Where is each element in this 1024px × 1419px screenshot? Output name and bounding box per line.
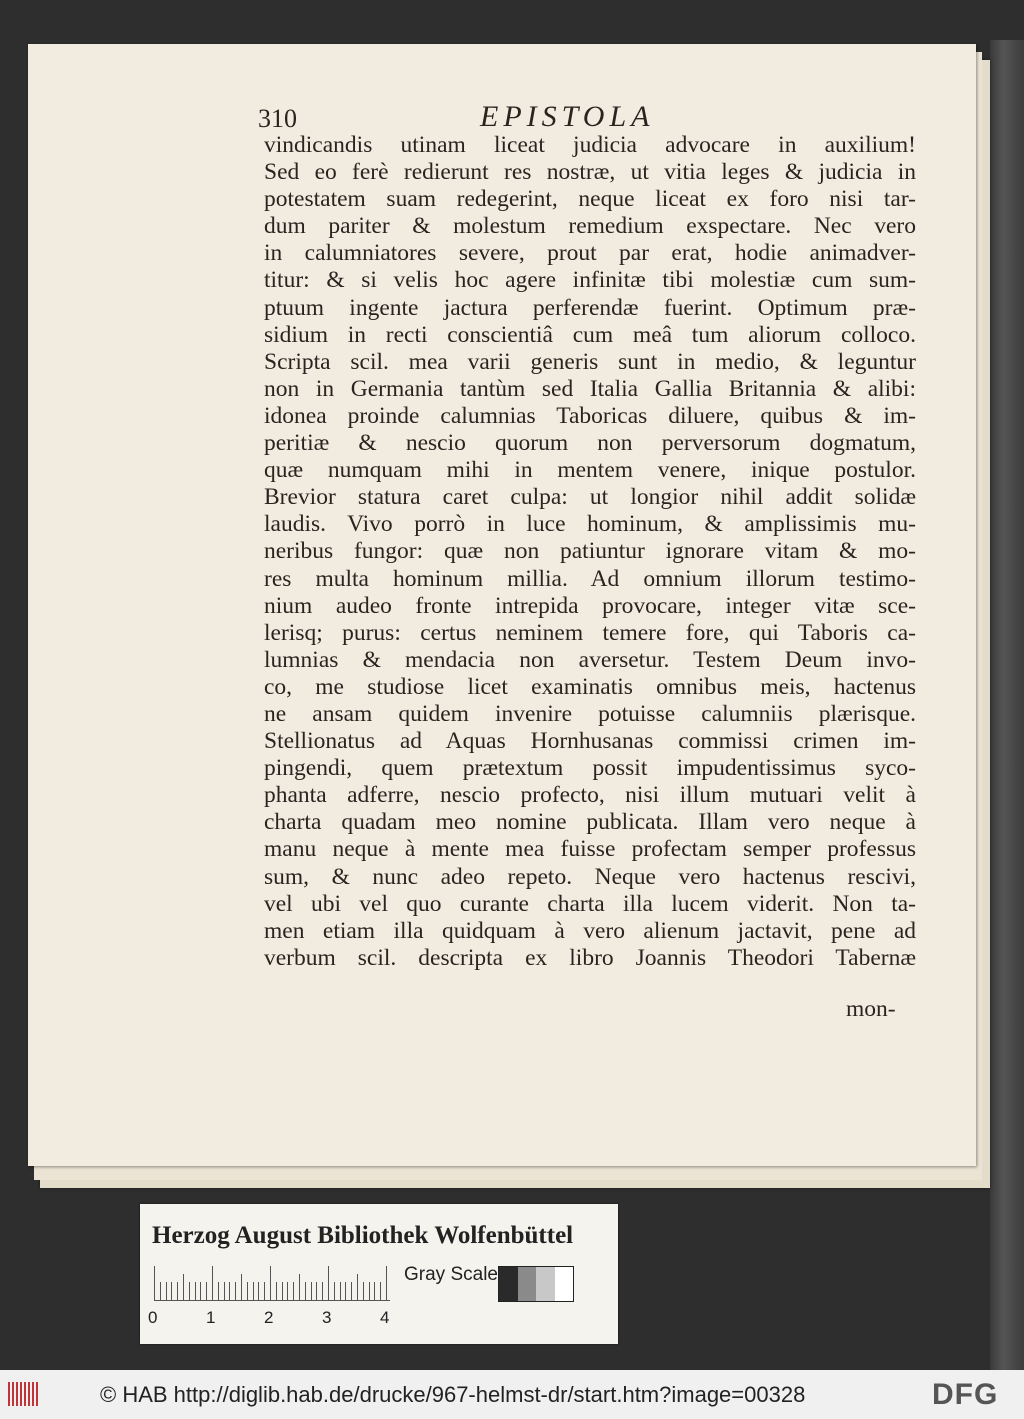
ruler-numbers: [148, 1308, 408, 1328]
gray-swatch: [536, 1267, 555, 1301]
page-header: [258, 100, 698, 136]
ruler-number: 0: [148, 1308, 158, 1327]
ruler-tick: [311, 1282, 312, 1300]
ruler-tick: [206, 1282, 207, 1300]
ruler-tick: [212, 1266, 213, 1300]
ruler-tick: [177, 1282, 178, 1300]
gray-swatch: [499, 1267, 518, 1301]
ruler-tick: [160, 1282, 161, 1300]
footer-copyright-link[interactable]: © HAB http://diglib.hab.de/drucke/967-helmst-dr/start.htm?image=00328: [100, 1382, 806, 1407]
text-line: sidium in recti conscientiâ cum meâ tum aliorum colloco.: [264, 321, 916, 348]
ruler-tick: [264, 1282, 265, 1300]
ruler-tick: [363, 1282, 364, 1300]
text-line: phanta adferre, nescio profecto, nisi illum mutuari velit à: [264, 782, 916, 809]
ruler-tick: [287, 1282, 288, 1300]
ruler-tick: [316, 1282, 317, 1300]
text-line: peritiæ & nescio quorum non perversorum dogmatum,: [264, 430, 916, 457]
catchword: mon-: [846, 996, 896, 1022]
ruler-tick: [200, 1282, 201, 1300]
running-title: EPISTOLA: [480, 100, 655, 133]
ruler-tick: [340, 1282, 341, 1300]
ruler-tick: [322, 1282, 323, 1300]
ruler-tick: [345, 1282, 346, 1300]
text-line: co, me studiose licet examinatis omnibus meis, hactenus: [264, 673, 916, 700]
ruler-scale: [154, 1264, 390, 1301]
ruler-tick: [258, 1282, 259, 1300]
ruler-tick: [183, 1274, 184, 1300]
ruler-tick: [357, 1274, 358, 1300]
text-line: verbum scil. descripta ex libro Joannis Theodori Tabernæ: [264, 944, 916, 971]
ruler-number: 4: [380, 1308, 390, 1327]
ruler-tick: [328, 1266, 329, 1300]
ruler-tick: [154, 1266, 155, 1300]
text-line: non in Germania tantùm sed Italia Gallia Britannia & alibi:: [264, 375, 916, 402]
text-line: lumnias & mendacia non aversetur. Testem Deum invo-: [264, 646, 916, 673]
text-line: Scripta scil. mea varii generis sunt in medio, & leguntur: [264, 348, 916, 375]
ruler-tick: [189, 1282, 190, 1300]
ruler-number: 2: [264, 1308, 274, 1327]
gray-swatch: [518, 1267, 537, 1301]
ruler-tick: [380, 1282, 381, 1300]
text-line: Brevior statura caret culpa: ut longior nihil addit solidæ: [264, 484, 916, 511]
body-text: [264, 132, 916, 972]
ruler-tick: [224, 1282, 225, 1300]
ruler-tick: [241, 1274, 242, 1300]
library-color-card: [140, 1204, 618, 1344]
text-line: nium audeo fronte intrepida provocare, integer vitæ sce-: [264, 592, 916, 619]
ruler-number: 1: [206, 1308, 216, 1327]
text-line: dum pariter & molestum remedium exspectare. Nec vero: [264, 213, 916, 240]
text-line: charta quadam meo nomine publicata. Illam vero neque à: [264, 809, 916, 836]
text-line: men etiam illa quidquam à vero alienum jactavit, pene ad: [264, 917, 916, 944]
text-line: res multa hominum millia. Ad omnium illorum testimo-: [264, 565, 916, 592]
text-line: sum, & nunc adeo repeto. Neque vero hactenus rescivi,: [264, 863, 916, 890]
ruler-tick: [218, 1282, 219, 1300]
ruler-tick: [235, 1282, 236, 1300]
ruler-tick: [247, 1282, 248, 1300]
ruler-tick: [369, 1282, 370, 1300]
ruler-number: 3: [322, 1308, 332, 1327]
text-line: titur: & si velis hoc agere infinitæ tibi molestiæ cum sum-: [264, 267, 916, 294]
text-line: manu neque à mente mea fuisse profectam semper professus: [264, 836, 916, 863]
ruler-tick: [171, 1282, 172, 1300]
gray-scale-swatch: [498, 1266, 574, 1302]
ruler-tick: [282, 1282, 283, 1300]
ruler-tick: [351, 1282, 352, 1300]
dfg-logo: DFG: [932, 1378, 999, 1411]
text-line: vel ubi vel quo curante charta illa lucem viderit. Non ta-: [264, 890, 916, 917]
text-line: neribus fungor: quæ non patiuntur ignorare vitam & mo-: [264, 538, 916, 565]
gray-scale-label: Gray Scale: [404, 1264, 498, 1285]
ruler-tick: [253, 1282, 254, 1300]
text-line: laudis. Vivo porrò in luce hominum, & amplissimis mu-: [264, 511, 916, 538]
page-number: 310: [258, 104, 297, 133]
text-line: lerisq; purus: certus neminem temere fore, qui Taboris ca-: [264, 619, 916, 646]
text-line: vindicandis utinam liceat judicia advocare in auxilium!: [264, 132, 916, 158]
card-title: Herzog August Bibliothek Wolfenbüttel: [152, 1222, 574, 1249]
ruler-tick: [293, 1282, 294, 1300]
text-line: in calumniatores severe, prout par erat, hodie animadver-: [264, 240, 916, 267]
text-line: Stellionatus ad Aquas Hornhusanas commissi crimen im-: [264, 728, 916, 755]
ruler-tick: [374, 1282, 375, 1300]
ruler-tick: [334, 1282, 335, 1300]
ruler-tick: [270, 1266, 271, 1300]
text-line: quæ numquam mihi in mentem venere, inique postulor.: [264, 457, 916, 484]
footer-bar: [0, 1370, 1024, 1419]
text-line: ptuum ingente jactura perferendæ fuerint. Optimum præ-: [264, 294, 916, 321]
ruler-tick: [229, 1282, 230, 1300]
scan-edge: [990, 40, 1024, 1370]
ruler-tick: [305, 1282, 306, 1300]
ruler-tick: [166, 1282, 167, 1300]
barcode-icon: [8, 1382, 42, 1406]
text-line: pingendi, quem prætextum possit impudentissimus syco-: [264, 755, 916, 782]
text-line: ne ansam quidem invenire potuisse calumniis plærisque.: [264, 700, 916, 727]
ruler-tick: [299, 1274, 300, 1300]
text-line: Sed eo ferè redierunt res nostræ, ut vitia leges & judicia in: [264, 159, 916, 186]
ruler-tick: [195, 1282, 196, 1300]
ruler-tick: [276, 1282, 277, 1300]
gray-swatch: [555, 1267, 574, 1301]
text-line: potestatem suam redegerint, neque liceat ex foro nisi tar-: [264, 186, 916, 213]
ruler-tick: [386, 1266, 387, 1300]
text-line: idonea proinde calumnias Taboricas diluere, quibus & im-: [264, 402, 916, 429]
